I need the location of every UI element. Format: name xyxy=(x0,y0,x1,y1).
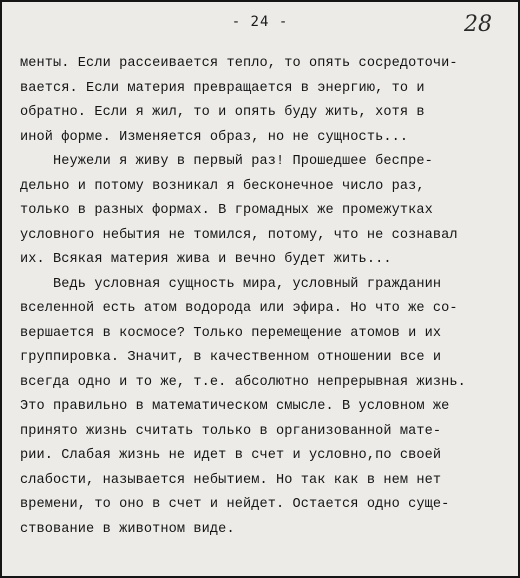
handwritten-folio-number: 28 xyxy=(464,12,492,37)
text-line: вселенной есть атом водорода или эфира. Но что же со- xyxy=(20,301,458,316)
text-line: дельно и потому возникал я бесконечное число раз, xyxy=(20,178,425,194)
text-line: рии. Слабая жизнь не идет в счет и условно,по своей xyxy=(20,448,442,463)
text-line: вершается в космосе? Только перемещение атомов и их xyxy=(20,325,442,341)
page-number: - 24 - xyxy=(231,14,289,30)
text-line: слабости, называется небытием. Но так как в нем нет xyxy=(20,472,442,488)
body-text xyxy=(20,52,504,542)
text-line: вается. Если материя превращается в энергию, то и xyxy=(20,80,425,96)
text-line: только в разных формах. В громадных же промежутках xyxy=(20,203,433,218)
text-line: условного небытия не томился, потому, что не сознавал xyxy=(20,227,458,243)
text-line: Это правильно в математическом смысле. В условном же xyxy=(20,399,450,414)
text-line: всегда одно и то же, т.е. абсолютно непрерывная жизнь. xyxy=(20,374,466,390)
text-line: времени, то оно в счет и нейдет. Остается одно суще- xyxy=(20,497,450,512)
text-line: Неужели я живу в первый раз! Прошедшее беспре- xyxy=(20,154,433,169)
text-line: менты. Если рассеивается тепло, то опять сосредоточи- xyxy=(20,56,458,71)
text-line: группировка. Значит, в качественном отношении все и xyxy=(20,350,442,365)
text-line: их. Всякая материя жива и вечно будет жить... xyxy=(20,252,392,267)
text-line: обратно. Если я жил, то и опять буду жить, хотя в xyxy=(20,105,425,120)
text-line: принято жизнь считать только в организованной мате- xyxy=(20,423,442,439)
text-line: иной форме. Изменяется образ, но не сущность... xyxy=(20,129,409,145)
text-line: ствование в животном виде. xyxy=(20,521,235,537)
text-line: Ведь условная сущность мира, условный гражданин xyxy=(20,276,442,292)
